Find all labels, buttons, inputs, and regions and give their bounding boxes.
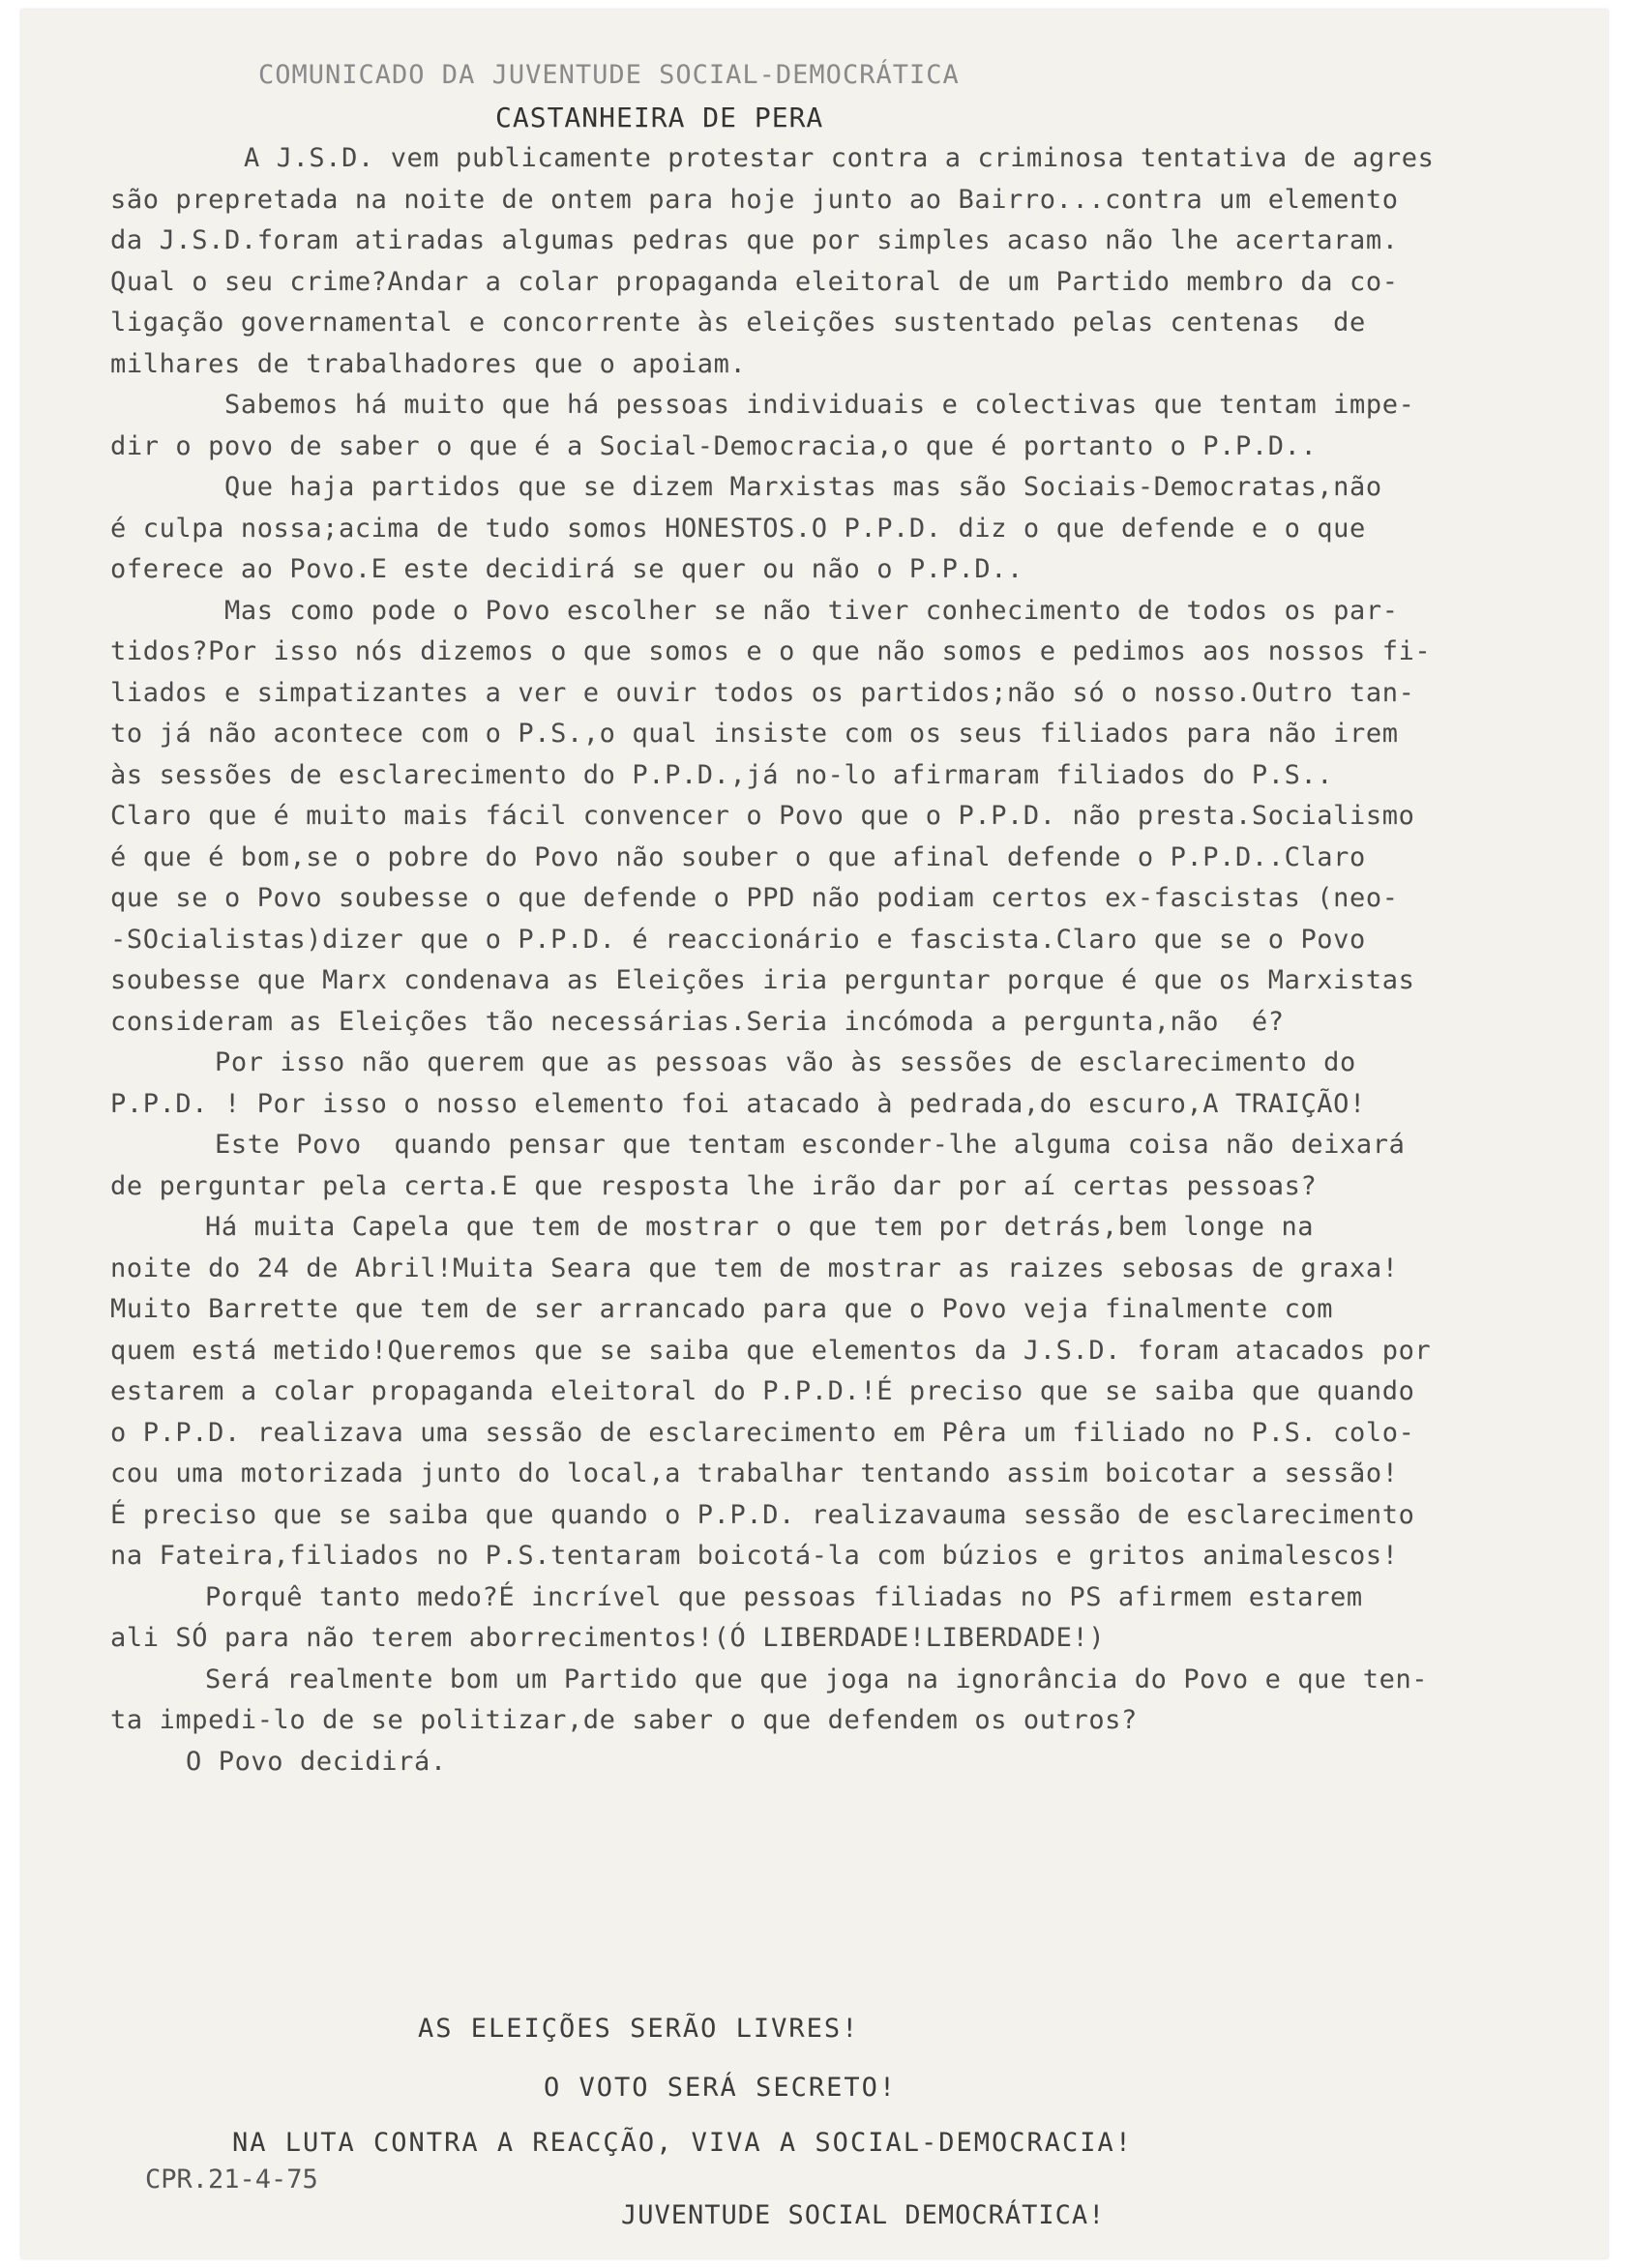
body-line: são prepretada na noite de ontem para hoje junto ao Bairro...contra um elemento — [110, 184, 1399, 215]
slogan-free-elections: AS ELEIÇÕES SERÃO LIVRES! — [418, 2014, 860, 2044]
body-line: -SOcialistas)dizer que o P.P.D. é reaccionário e fascista.Claro que se o Povo — [110, 924, 1366, 955]
body-line: É preciso que se saiba que quando o P.P.D. realizavauma sessão de esclarecimento — [110, 1499, 1415, 1530]
body-line: ligação governamental e concorrente às eleições sustentado pelas centenas de — [110, 308, 1366, 338]
body-line: é que é bom,se o pobre do Povo não souber o que afinal defende o P.P.D..Claro — [110, 841, 1366, 872]
body-line: que se o Povo soubesse o que defende o PPD não podiam certos ex-fascistas (neo- — [110, 883, 1399, 913]
document-header-organization: COMUNICADO DA JUVENTUDE SOCIAL-DEMOCRÁTICA — [258, 60, 960, 90]
document-header-location: CASTANHEIRA DE PERA — [495, 102, 824, 133]
body-line: liados e simpatizantes a ver e ouvir todos os partidos;não só o nosso.Outro tan- — [110, 677, 1415, 708]
body-line: quem está metido!Queremos que se saiba que elementos da J.S.D. foram atacados por — [110, 1335, 1432, 1366]
body-line: Por isso não querem que as pessoas vão às sessões de esclarecimento do — [215, 1047, 1356, 1077]
body-line: tidos?Por isso nós dizemos o que somos e o que não somos e pedimos aos nossos fi- — [110, 636, 1432, 666]
body-line: na Fateira,filiados no P.S.tentaram boicotá-la com búzios e gritos animalescos! — [110, 1541, 1399, 1571]
body-line: P.P.D. ! Por isso o nosso elemento foi atacado à pedrada,do escuro,A TRAIÇÃO! — [110, 1088, 1366, 1119]
body-line: Será realmente bom um Partido que que joga na ignorância do Povo e que ten- — [205, 1664, 1429, 1694]
body-line: dir o povo de saber o que é a Social-Democracia,o que é portanto o P.P.D.. — [110, 430, 1318, 461]
body-line: noite do 24 de Abril!Muita Seara que tem de mostrar as raizes sebosas de graxa! — [110, 1252, 1399, 1283]
body-line: oferece ao Povo.E este decidirá se quer ou não o P.P.D.. — [110, 554, 1023, 584]
body-line: soubesse que Marx condenava as Eleições iria perguntar porque é que os Marxistas — [110, 965, 1415, 995]
document-signature: JUVENTUDE SOCIAL DEMOCRÁTICA! — [621, 2200, 1106, 2230]
body-line: ta impedi-lo de se politizar,de saber o que defendem os outros? — [110, 1705, 1138, 1735]
body-line: cou uma motorizada junto do local,a trabalhar tentando assim boicotar a sessão! — [110, 1458, 1399, 1488]
document-page — [21, 10, 1608, 2258]
body-line: Qual o seu crime?Andar a colar propaganda eleitoral de um Partido membro da co- — [110, 266, 1399, 297]
body-line: o P.P.D. realizava uma sessão de esclarecimento em Pêra um filiado no P.S. colo- — [110, 1417, 1415, 1448]
body-line: estarem a colar propaganda eleitoral do P.P.D.!É preciso que se saiba que quando — [110, 1376, 1415, 1406]
body-line: ali SÓ para não terem aborrecimentos!(Ó LIBERDADE!LIBERDADE!) — [110, 1623, 1106, 1653]
body-line: às sessões de esclarecimento do P.P.D.,já no-lo afirmaram filiados do P.S.. — [110, 759, 1334, 790]
body-line: consideram as Eleições tão necessárias.Seria incómoda a pergunta,não é? — [110, 1006, 1285, 1037]
body-line: O Povo decidirá. — [186, 1746, 447, 1777]
body-line: é culpa nossa;acima de tudo somos HONESTOS.O P.P.D. diz o que defende e o que — [110, 513, 1366, 544]
body-line: to já não acontece com o P.S.,o qual insiste com os seus filiados para não irem — [110, 719, 1399, 749]
body-line: Este Povo quando pensar que tentam esconder-lhe alguma coisa não deixará — [215, 1130, 1406, 1160]
body-line: de perguntar pela certa.E que resposta lhe irão dar por aí certas pessoas? — [110, 1170, 1318, 1201]
body-line: Sabemos há muito que há pessoas individuais e colectivas que tentam impe- — [224, 390, 1415, 420]
body-line: da J.S.D.foram atiradas algumas pedras que por simples acaso não lhe acertaram. — [110, 225, 1399, 255]
body-line: Muito Barrette que tem de ser arrancado para que o Povo veja finalmente com — [110, 1294, 1334, 1324]
body-line: milhares de trabalhadores que o apoiam. — [110, 348, 747, 379]
body-line: A J.S.D. vem publicamente protestar contra a criminosa tentativa de agres — [244, 143, 1435, 173]
slogan-secret-vote: O VOTO SERÁ SECRETO! — [544, 2073, 898, 2103]
body-line: Claro que é muito mais fácil convencer o Povo que o P.P.D. não presta.Socialismo — [110, 801, 1415, 831]
slogan-social-democracy: NA LUTA CONTRA A REACÇÃO, VIVA A SOCIAL-DEMOCRACIA! — [232, 2128, 1134, 2158]
body-line: Há muita Capela que tem de mostrar o que tem por detrás,bem longe na — [205, 1212, 1315, 1242]
body-line: Que haja partidos que se dizem Marxistas mas são Sociais-Democratas,não — [224, 472, 1382, 502]
body-line: Porquê tanto medo?É incrível que pessoas filiadas no PS afirmem estarem — [205, 1581, 1363, 1612]
document-date-reference: CPR.21-4-75 — [145, 2165, 318, 2194]
body-line: Mas como pode o Povo escolher se não tiver conhecimento de todos os par- — [224, 595, 1399, 626]
